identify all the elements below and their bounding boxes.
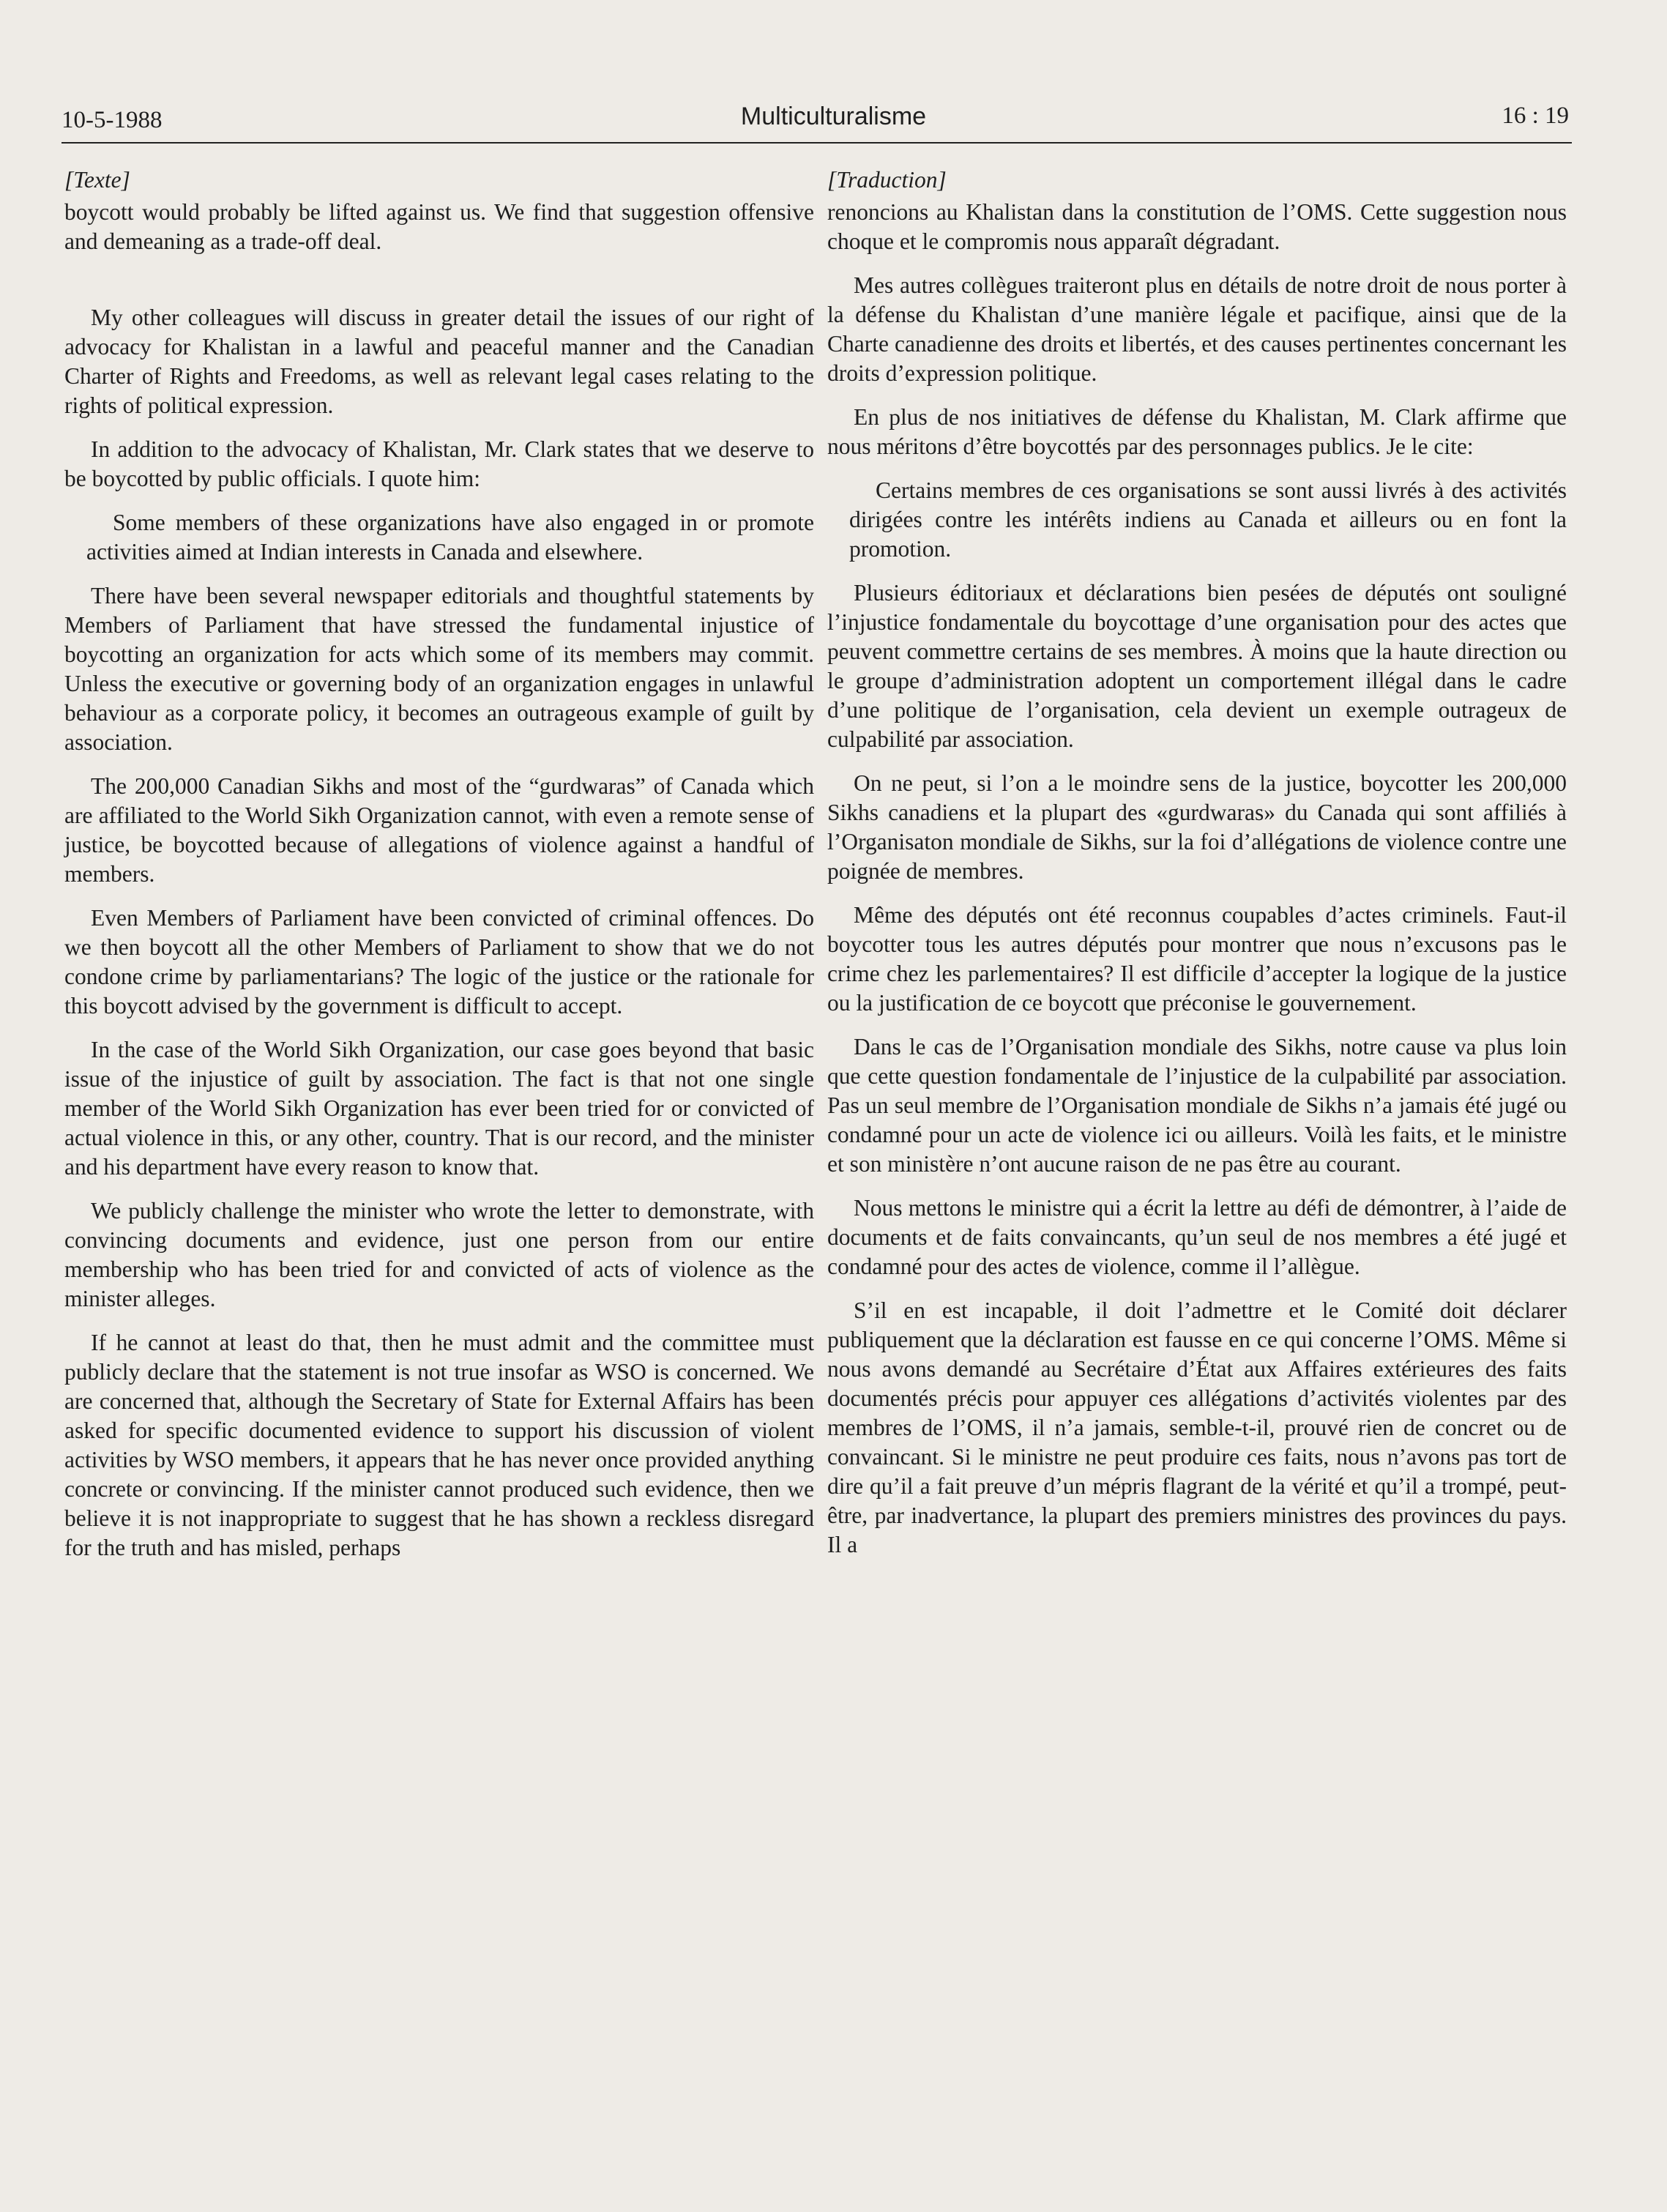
header-date: 10-5-1988 — [61, 107, 163, 133]
paragraph: Dans le cas de l’Organisation mondiale des Sikhs, notre cause va plus loin que cette question fondamentale de l’injustice de la culpabilité par association. Pas un seul membre de l’Organisation mondiale de Sikhs n’a jamais été jugé ou condamné pour un acte de violence ici ou ailleurs. Voilà les faits, et le ministre et son ministère n’ont aucune raison de ne pas être au courant. — [827, 1034, 1567, 1177]
paragraph: On ne peut, si l’on a le moindre sens de la justice, boycotter les 200,000 Sikhs canadiens et la plupart des «gurdwaras» du Canada qui sont affiliés à l’Organisaton mondiale de Sikhs, sur la foi d’allégations de violence contre une poignée de membres. — [827, 770, 1567, 884]
paragraph: En plus de nos initiatives de défense du Khalistan, M. Clark affirme que nous méritons d’être boycottés par des personnages publics. Je le cite: — [827, 404, 1567, 459]
paragraph: My other colleagues will discuss in greater detail the issues of our right of advocacy for Khalistan in a lawful and peaceful manner and the Canadian Charter of Rights and Freedoms, as well as relevant legal cases relating to the rights of political expression. — [64, 305, 814, 418]
paragraph: renoncions au Khalistan dans la constitution de l’OMS. Cette suggestion nous choque et le compromis nous apparaît dégradant. — [827, 199, 1567, 254]
french-column — [827, 165, 1567, 1574]
paragraph: Even Members of Parliament have been convicted of criminal offences. Do we then boycott all the other Members of Parliament to show that we do not condone crime by parliamentarians? The logic of the justice or the rationale for this boycott advised by the government is difficult to accept. — [64, 905, 814, 1019]
paragraph: The 200,000 Canadian Sikhs and most of the “gurdwaras” of Canada which are affiliated to the World Sikh Organization cannot, with even a remote sense of justice, be boycotted because of allegations of violence against a handful of members. — [64, 773, 814, 887]
header-page-number: 16 : 19 — [1502, 103, 1569, 129]
column-label-traduction: [Traduction] — [827, 167, 947, 193]
block-quote: Certains membres de ces organisations se sont aussi livrés à des activités dirigées contre les intérêts indiens au Canada et ailleurs ou en font la promotion. — [849, 477, 1567, 562]
paragraph: S’il en est incapable, il doit l’admettre et le Comité doit déclarer publiquement que la déclaration est fausse en ce qui concerne l’OMS. Même si nous avons demandé au Secrétaire d’État aux Affaires extérieures des faits documentés précis pour appuyer ces allégations d’activités violentes par des membres de l’OMS, il n’a jamais, semble-t-il, prouvé rien de concret ou de convaincant. Si le ministre ne peut produire ces faits, nous n’avons pas tort de dire qu’il a fait preuve d’un mépris flagrant de la vérité et qu’il a trompé, peut-être, par inadvertance, la plupart des premiers ministres des provinces du pays. Il a — [827, 1297, 1567, 1557]
header-title: Multiculturalisme — [740, 103, 927, 130]
block-quote: Some members of these organizations have also engaged in or promote activities aimed at Indian interests in Canada and elsewhere. — [86, 510, 814, 565]
paragraph: There have been several newspaper editorials and thoughtful statements by Members of Parliament that have stressed the fundamental injustice of boycotting an organization for acts which some of its members may commit. Unless the executive or governing body of an organization engages in unlawful behaviour as a corporate policy, it becomes an outrageous example of guilt by association. — [64, 583, 814, 755]
paragraph: In the case of the World Sikh Organization, our case goes beyond that basic issue of the injustice of guilt by association. The fact is that not one single member of the World Sikh Organization has ever been tried for or convicted of actual violence in this, or any other, country. That is our record, and the minister and his department have every reason to know that. — [64, 1037, 814, 1180]
paragraph: We publicly challenge the minister who wrote the letter to demonstrate, with convincing documents and evidence, just one person from our entire membership who has been tried for and convicted of acts of violence as the minister alleges. — [64, 1198, 814, 1311]
paragraph: In addition to the advocacy of Khalistan, Mr. Clark states that we deserve to be boycotted by public officials. I quote him: — [64, 436, 814, 491]
paragraph: boycott would probably be lifted against us. We find that suggestion offensive and demeaning as a trade-off deal. — [64, 199, 814, 254]
paragraph: Mes autres collègues traiteront plus en détails de notre droit de nous porter à la défense du Khalistan d’une manière légale et pacifique, ainsi que de la Charte canadienne des droits et libertés, et des causes pertinentes concernant les droits d’expression politique. — [827, 272, 1567, 386]
paragraph: Plusieurs éditoriaux et déclarations bien pesées de députés ont souligné l’injustice fondamentale du boycottage d’une organisation pour des actes que peuvent commettre certains de ses membres. À moins que la haute direction ou le groupe d’administration adoptent un comportement illégal dans le cadre d’une politique de l’organisation, cela devient un exemple outrageux de culpabilité par association. — [827, 580, 1567, 752]
english-column — [64, 165, 814, 1577]
header-rule — [61, 142, 1572, 144]
paragraph: Nous mettons le ministre qui a écrit la lettre au défi de démontrer, à l’aide de documents et de faits convaincants, qu’un seul de nos membres a été jugé et condamné pour des actes de violence, comme il l’allègue. — [827, 1195, 1567, 1279]
paragraph: Même des députés ont été reconnus coupables d’actes criminels. Faut-il boycotter tous les autres députés pour montrer que nous n’excusons pas le crime chez les parlementaires? Il est difficile d’accepter la logique de la justice ou la justification de ce boycott que préconise le gouvernement. — [827, 902, 1567, 1016]
paragraph: If he cannot at least do that, then he must admit and the committee must publicly declare that the statement is not true insofar as WSO is concerned. We are concerned that, although the Secretary of State for External Affairs has been asked for specific documented evidence to support his discussion of violent activities by WSO members, it appears that he has never once provided anything concrete or convincing. If the minister cannot produced such evidence, then we believe it is not inappropriate to suggest that he has shown a reckless disregard for the truth and has misled, perhaps — [64, 1330, 814, 1560]
column-label-texte: [Texte] — [64, 167, 130, 193]
